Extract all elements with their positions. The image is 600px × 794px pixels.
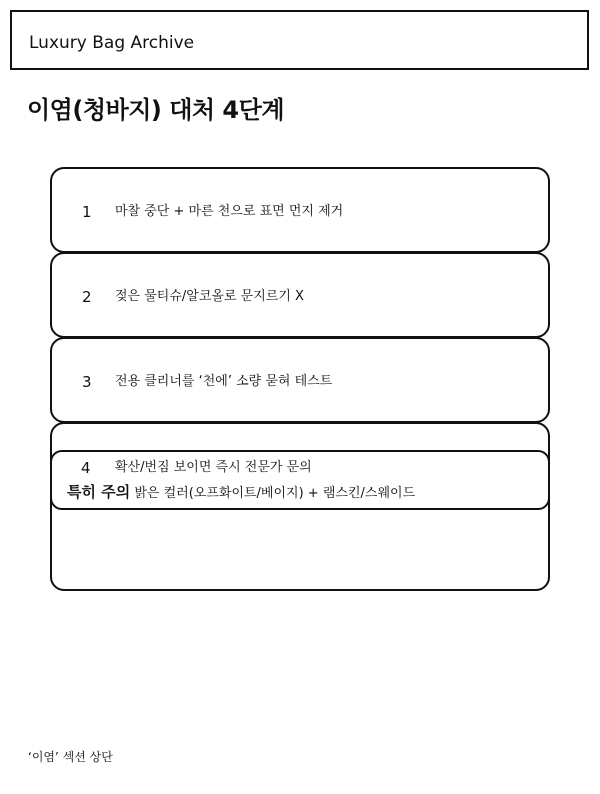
page-title: 이염(청바지) 대처 4단계 (27, 96, 285, 124)
step-card-1 (50, 167, 550, 253)
step-text: 전용 클리너를 ‘천에’ 소량 묻혀 테스트 (115, 374, 333, 389)
step-number: 3 (82, 373, 92, 391)
step-text: 확산/번짐 보이면 즉시 전문가 문의 (115, 460, 312, 475)
caution-line (67, 483, 415, 503)
step-card-2 (50, 252, 550, 338)
caution-text: 밝은 컬러(오프화이트/베이지) + 램스킨/스웨이드 (134, 486, 416, 501)
footer-note: ‘이염’ 섹션 상단 (28, 750, 113, 764)
app-title: Luxury Bag Archive (29, 33, 195, 53)
step-text: 젖은 물티슈/알코올로 문지르기 X (115, 289, 304, 304)
step-text: 마찰 중단 + 마른 천으로 표면 먼지 제거 (115, 204, 344, 219)
step-number: 1 (82, 203, 92, 221)
step-number: 2 (82, 288, 92, 306)
step-4-highlight-callout (50, 450, 550, 510)
caution-label: 특히 주의 (67, 483, 131, 501)
step-card-3 (50, 337, 550, 423)
step-number: 4 (81, 459, 91, 477)
header-bar (10, 10, 589, 70)
